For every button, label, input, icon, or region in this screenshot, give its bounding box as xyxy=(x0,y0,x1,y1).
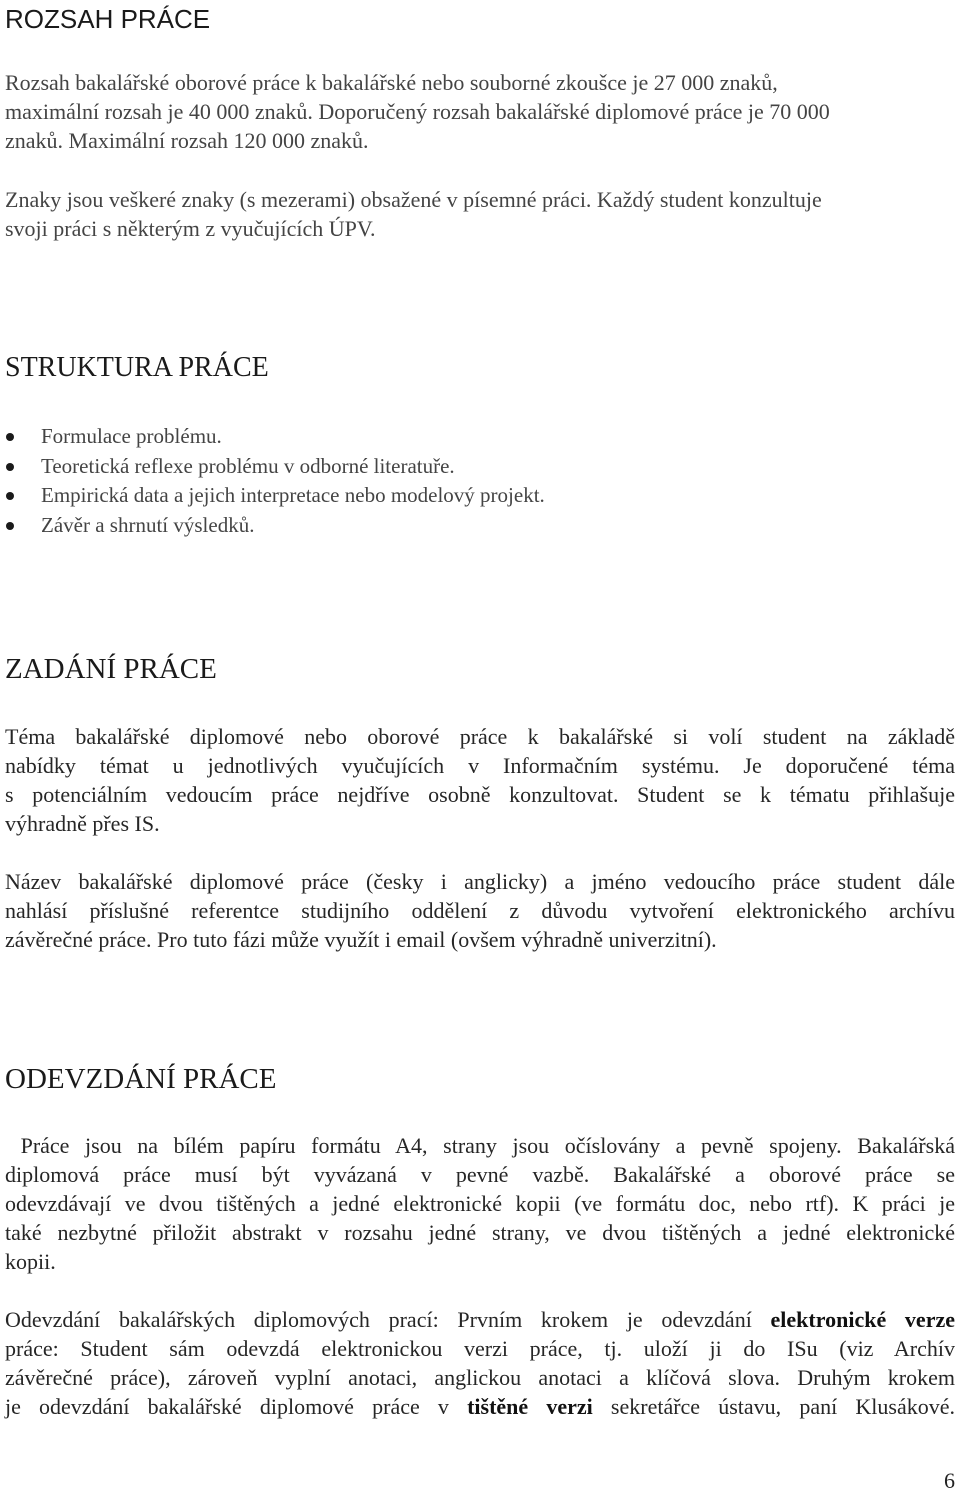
zadani-paragraph-1 xyxy=(5,722,955,838)
text-line: práce: Student sám odevzdá elektronickou verzi práce, tj. uloží ji do ISu (viz Archív xyxy=(5,1336,955,1361)
text-line xyxy=(5,1305,955,1334)
text-line: nahlásí příslušné referentce studijního oddělení z důvodu vytvoření elektronického archívu xyxy=(5,898,955,923)
text-line: výhradně přes IS. xyxy=(5,811,160,836)
text-line: Rozsah bakalářské oborové práce k bakalářské nebo souborné zkoušce je 27 000 znaků, xyxy=(5,70,778,95)
list-item-label: Teoretická reflexe problému v odborné literatuře. xyxy=(41,453,455,478)
list-item-label: Závěr a shrnutí výsledků. xyxy=(41,512,255,537)
bullet-icon xyxy=(6,433,14,441)
section-title-zadani: ZADÁNÍ PRÁCE xyxy=(5,653,217,685)
list-item xyxy=(0,481,545,511)
bullet-icon xyxy=(6,492,14,500)
bullet-icon xyxy=(6,522,14,530)
odevzdani-paragraph-2 xyxy=(5,1305,955,1421)
text-run: Odevzdání bakalářských diplomových prací: Prvním krokem je odevzdání xyxy=(5,1307,771,1332)
text-run: je odevzdání bakalářské diplomové práce v xyxy=(5,1394,468,1419)
text-line: závěrečné práce. Pro tuto fázi může využít i email (ovšem výhradně univerzitní). xyxy=(5,927,717,952)
text-line: Práce jsou na bílém papíru formátu A4, strany jsou očíslovány a pevně spojeny. Bakalářská xyxy=(5,1133,955,1158)
text-line: nabídky témat u jednotlivých vyučujících v Informačním systému. Je doporučené téma xyxy=(5,753,955,778)
zadani-paragraph-2 xyxy=(5,867,955,954)
bold-text: tištěné verzi xyxy=(467,1394,593,1419)
odevzdani-paragraph-1 xyxy=(5,1131,955,1276)
text-line: Název bakalářské diplomové práce (česky i anglicky) a jméno vedoucího práce student dále xyxy=(5,869,955,894)
rozsah-paragraph-1 xyxy=(5,68,830,155)
list-item xyxy=(0,452,545,482)
rozsah-paragraph-2 xyxy=(5,185,822,243)
bullet-icon xyxy=(6,463,14,471)
list-item xyxy=(0,422,545,452)
page-number: 6 xyxy=(944,1468,955,1493)
text-line: maximální rozsah je 40 000 znaků. Doporučený rozsah bakalářské diplomové práce je 70 000 xyxy=(5,99,830,124)
text-line: s potenciálním vedoucím práce nejdříve osobně konzultovat. Student se k tématu přihlašuje xyxy=(5,782,955,807)
section-title-rozsah: ROZSAH PRÁCE xyxy=(5,4,211,34)
text-line: znaků. Maximální rozsah 120 000 znaků. xyxy=(5,128,369,153)
section-title-odevzdani: ODEVZDÁNÍ PRÁCE xyxy=(5,1063,277,1095)
text-run: sekretářce ústavu, paní Klusákové. xyxy=(592,1394,955,1419)
list-item xyxy=(0,511,545,541)
text-line: Znaky jsou veškeré znaky (s mezerami) obsažené v písemné práci. Každý student konzultuje xyxy=(5,187,822,212)
text-line: také nezbytné přiložit abstrakt v rozsahu jedné strany, ve dvou tištěných a jedné elektronické xyxy=(5,1220,955,1245)
list-item-label: Formulace problému. xyxy=(41,424,222,448)
text-line: svoji práci s některým z vyučujících ÚPV. xyxy=(5,216,376,241)
text-line: diplomová práce musí být vyvázaná v pevné vazbě. Bakalářské a oborové práce se xyxy=(5,1162,955,1187)
text-line xyxy=(5,1392,955,1421)
text-line: závěrečné práce), zároveň vyplní anotaci, anglickou anotaci a klíčová slova. Druhým krokem xyxy=(5,1365,955,1390)
text-line: odevzdávají ve dvou tištěných a jedné elektronické kopii (ve formátu doc, nebo rtf). K práci je xyxy=(5,1191,955,1216)
text-line: kopii. xyxy=(5,1249,56,1274)
list-item-label: Empirická data a jejich interpretace nebo modelový projekt. xyxy=(41,483,545,507)
structure-list xyxy=(0,422,545,540)
section-title-struktura: STRUKTURA PRÁCE xyxy=(5,352,269,383)
text-line: Téma bakalářské diplomové nebo oborové práce k bakalářské si volí student na základě xyxy=(5,724,955,749)
bold-text: elektronické verze xyxy=(770,1307,955,1332)
